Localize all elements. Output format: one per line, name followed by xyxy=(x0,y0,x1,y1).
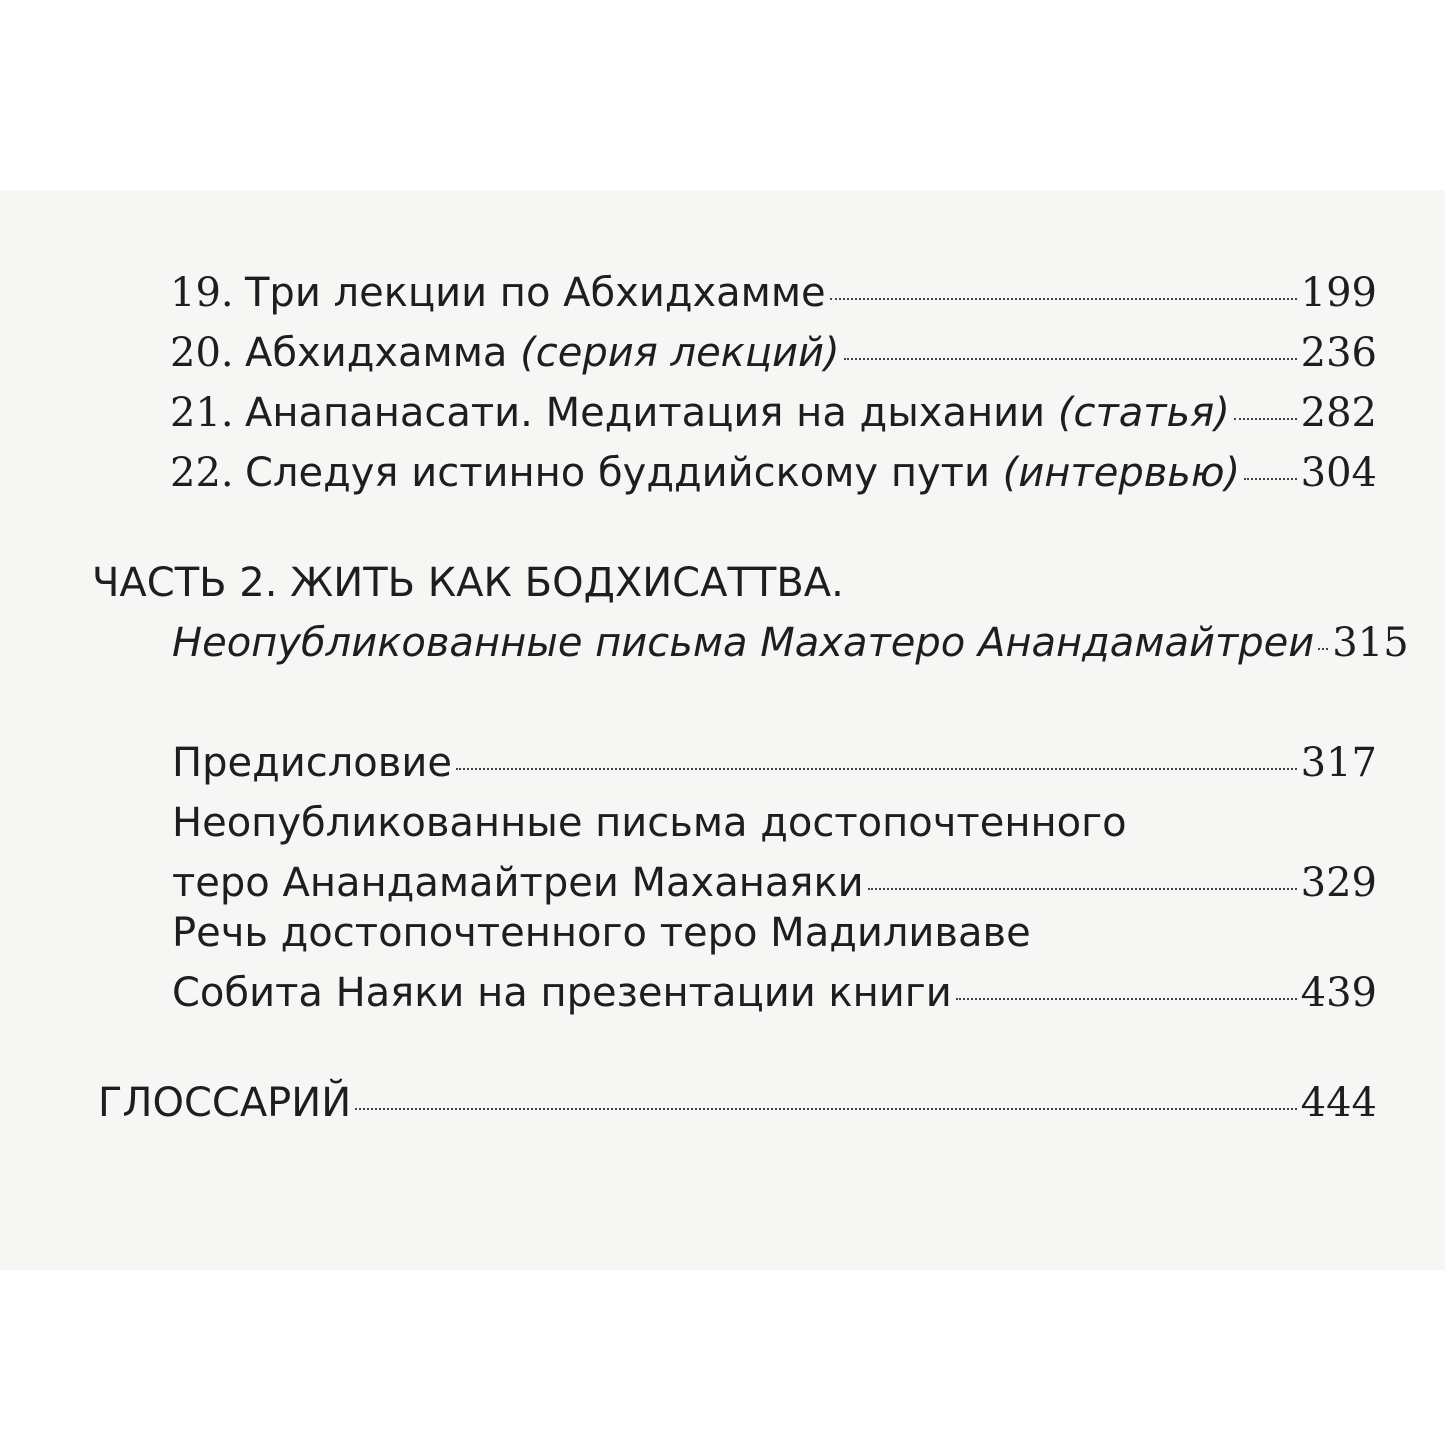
toc-entry xyxy=(245,328,1377,378)
part-heading: ЧАСТЬ 2. ЖИТЬ КАК БОДХИСАТТВА. xyxy=(92,560,844,606)
dot-leader xyxy=(355,1108,1296,1110)
section-title-line: Собита Наяки на презентации книги xyxy=(172,970,952,1016)
dot-leader xyxy=(830,298,1297,300)
section-title-line: Неопубликованные письма достопочтенного xyxy=(172,800,1127,846)
toc-entry xyxy=(172,968,1377,1018)
dot-leader xyxy=(456,768,1297,770)
toc-entry xyxy=(245,268,1377,318)
chapter-number: 20. xyxy=(170,330,234,376)
chapter-number: 22. xyxy=(170,450,234,496)
chapter-title: Следуя истинно буддийскому пути (интервью) xyxy=(245,450,1241,496)
page-number: 304 xyxy=(1300,450,1377,496)
section-title-line: теро Анандамайтреи Маханаяки xyxy=(172,860,864,906)
chapter-title: Анапанасати. Медитация на дыхании (статья) xyxy=(245,390,1230,436)
dot-leader xyxy=(1234,418,1297,420)
toc-entry xyxy=(172,738,1377,788)
page-number: 329 xyxy=(1300,860,1377,906)
toc-entry xyxy=(172,618,1409,668)
chapter-number: 21. xyxy=(170,390,234,436)
chapter-title: Три лекции по Абхидхамме xyxy=(245,270,826,316)
chapter-number: 19. xyxy=(170,270,234,316)
glossary-title: ГЛОССАРИЙ xyxy=(98,1080,352,1126)
section-title: Предисловие xyxy=(172,740,452,786)
page-number: 282 xyxy=(1300,390,1377,436)
toc-entry xyxy=(245,388,1377,438)
dot-leader xyxy=(956,998,1297,1000)
toc-entry xyxy=(172,858,1377,908)
dot-leader xyxy=(868,888,1297,890)
page-number: 199 xyxy=(1300,270,1377,316)
page-number: 317 xyxy=(1300,740,1377,786)
dot-leader xyxy=(844,358,1297,360)
dot-leader xyxy=(1244,478,1297,480)
toc-entry xyxy=(98,1078,1377,1128)
book-page xyxy=(0,190,1445,1270)
part-subtitle: Неопубликованные письма Махатеро Анандамайтреи xyxy=(172,620,1315,666)
section-title-line: Речь достопочтенного теро Мадиливаве xyxy=(172,910,1031,956)
toc-entry xyxy=(245,448,1377,498)
dot-leader xyxy=(1318,648,1328,650)
page-number: 439 xyxy=(1300,970,1377,1016)
page-number: 236 xyxy=(1300,330,1377,376)
page-number: 444 xyxy=(1300,1080,1377,1126)
page-number: 315 xyxy=(1332,620,1409,666)
chapter-title: Абхидхамма (серия лекций) xyxy=(245,330,840,376)
